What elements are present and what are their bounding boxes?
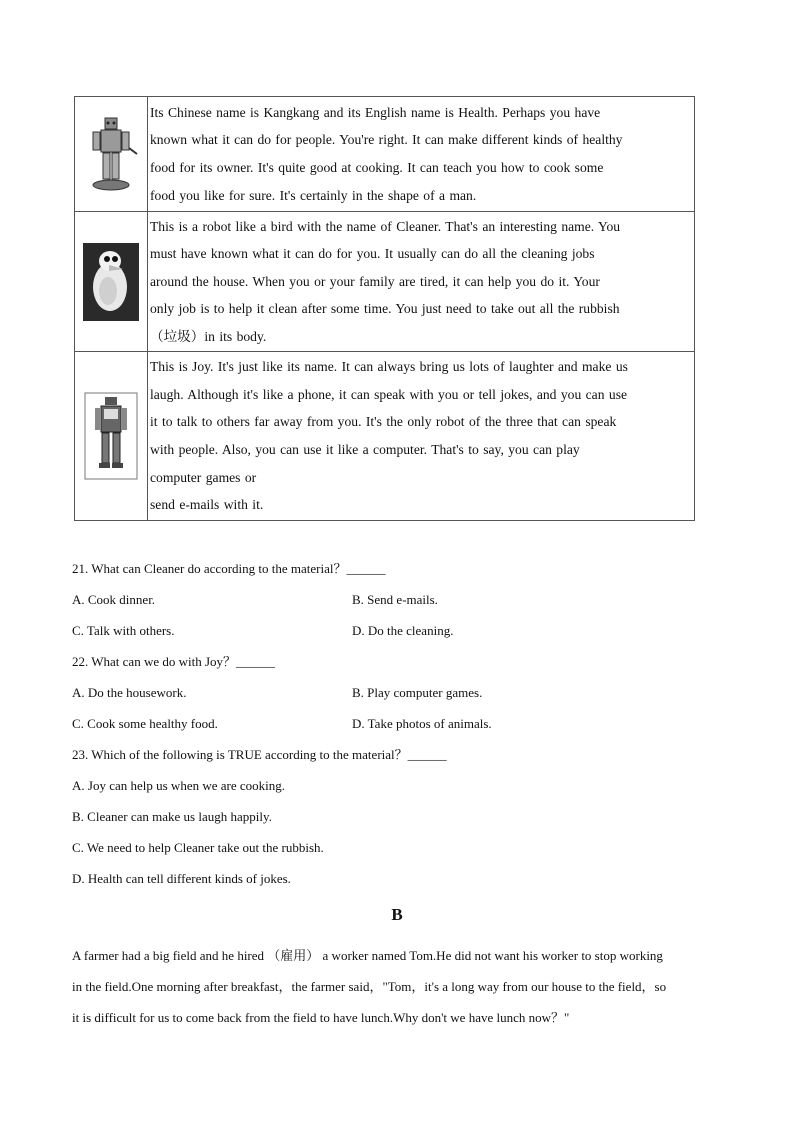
text-line: must have known what it can do for you. It usually can do all the cleaning jobs [150,246,595,262]
robot-row-health [75,97,695,212]
robot-description-joy [148,352,695,521]
option-c: C. Cook some healthy food. [72,716,218,731]
passage-line: it is difficult for us to come back from the field to have lunch.Why don't we have lunch now？" [72,1010,570,1025]
text-line: send e-mails with it. [150,497,264,513]
robot-picture-cell [75,352,148,521]
text-line: around the house. When you or your family are tired, it can help you do it. Your [150,273,600,289]
text-line: food for its owner. It's quite good at cooking. It can teach you how to cook some [150,160,604,175]
text-line: with people. Also, you can use it like a computer. That's to say, you can play [150,442,580,457]
option-b: B. Cleaner can make us laugh happily. [72,809,272,824]
passage-line: in the field.One morning after breakfast，the farmer said，"Tom，it's a long way from our house to the field，so [72,979,667,994]
text-line: This is Joy. It's just like its name. It can always bring us lots of laughter and make us [150,359,628,375]
option-b: B. Play computer games. [352,685,483,700]
section-b-title: B [391,905,403,924]
text-line: known what it can do for people. You're right. It can make different kinds of healthy [150,132,623,148]
robot-row-joy [75,352,695,521]
text-line: it to talk to others far away from you. It's the only robot of the three that can speak [150,414,617,430]
text-line: only job is to help it clean after some time. You just need to take out all the rubbish [150,301,620,317]
questions-section [72,557,732,898]
question-22-options-row [72,681,732,712]
bird-robot-icon [83,243,139,321]
option-a: A. Joy can help us when we are cooking. [72,778,285,793]
option-a: A. Cook dinner. [72,592,156,607]
passage-line: A farmer had a big field and he hired （雇用） a worker named Tom.He did not want his worker to stop working [72,948,663,963]
option-d: D. Health can tell different kinds of jokes. [72,871,291,886]
question-21-stem: 21. What can Cleaner do according to the material？______ [72,561,386,576]
text-line: Its Chinese name is Kangkang and its English name is Health. Perhaps you have [150,104,601,120]
robot-row-cleaner [75,212,695,352]
question-22-stem: 22. What can we do with Joy？______ [72,654,276,669]
section-b-passage [72,940,722,1033]
question-21-options-row [72,619,732,650]
question-22-options-row [72,712,732,743]
robot-picture-cell [75,97,148,212]
text-line: food you like for sure. It's certainly in the shape of a man. [150,187,477,203]
robot-table [74,96,695,521]
robot-description-health [148,97,695,212]
text-line: This is a robot like a bird with the name of Cleaner. That's an interesting name. You [150,218,621,234]
humanoid-robot-icon [83,114,139,194]
option-b: B. Send e-mails. [352,592,438,607]
phone-robot-icon [83,391,139,481]
option-a: A. Do the housework. [72,685,187,700]
text-line: laugh. Although it's like a phone, it can speak with you or tell jokes, and you can use [150,386,628,402]
option-d: D. Do the cleaning. [352,623,454,638]
text-line: （垃圾）in its body. [150,328,267,344]
question-21-options-row [72,588,732,619]
option-d: D. Take photos of animals. [352,716,492,731]
option-c: C. We need to help Cleaner take out the rubbish. [72,840,324,855]
option-c: C. Talk with others. [72,623,175,638]
robot-description-cleaner [148,212,695,352]
text-line: computer games or [150,469,257,485]
robot-picture-cell [75,212,148,352]
question-23-stem: 23. Which of the following is TRUE according to the material？______ [72,747,447,762]
